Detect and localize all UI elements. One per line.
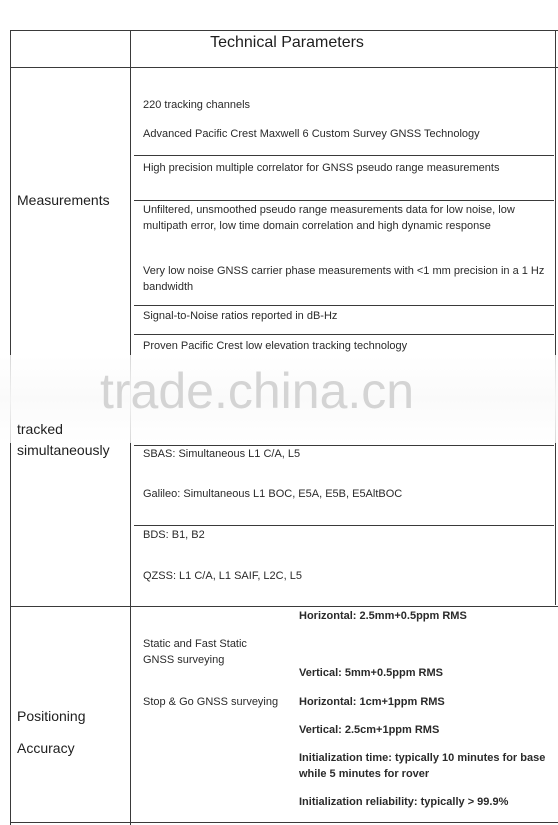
measurement-item: High precision multiple correlator for GNSS pseudo range measurements xyxy=(143,162,500,174)
measurement-item: Unfiltered, unsmoothed pseudo range measurements data for low noise, low multipath error, low time domain correlation and high dynamic response xyxy=(143,204,515,232)
tracked-label-line1: tracked xyxy=(17,421,63,437)
watermark-text: trade.china.cn xyxy=(100,363,415,419)
measurement-item: Advanced Pacific Crest Maxwell 6 Custom Survey GNSS Technology xyxy=(143,128,480,140)
stopgo-vertical-accuracy: Vertical: 2.5cm+1ppm RMS xyxy=(299,724,440,736)
row-divider xyxy=(134,525,554,526)
measurement-item: Proven Pacific Crest low elevation tracking technology xyxy=(143,340,408,352)
header-bottom-border xyxy=(10,67,558,68)
tracked-item: QZSS: L1 C/A, L1 SAIF, L2C, L5 xyxy=(143,570,302,582)
section-divider xyxy=(10,606,558,607)
static-vertical-accuracy: Vertical: 5mm+0.5ppm RMS xyxy=(299,667,443,679)
table-top-border xyxy=(10,30,558,31)
row-divider xyxy=(134,200,554,201)
table-bottom-border xyxy=(10,822,558,823)
measurements-label: Measurements xyxy=(17,192,110,208)
row-divider xyxy=(134,305,554,306)
row-divider xyxy=(134,334,554,335)
tracked-item: SBAS: Simultaneous L1 C/A, L5 xyxy=(143,448,301,460)
table-title: Technical Parameters xyxy=(210,34,364,51)
tracked-item: BDS: B1, B2 xyxy=(143,529,205,541)
measurement-item: Signal-to-Noise ratios reported in dB-Hz xyxy=(143,310,338,322)
tracked-item: Galileo: Simultaneous L1 BOC, E5A, E5B, E5AltBOC xyxy=(143,488,403,500)
static-survey-label: Static and Fast Static GNSS surveying xyxy=(143,638,247,666)
table-right-border xyxy=(555,30,556,605)
tracked-label-line2: simultaneously xyxy=(17,442,110,458)
measurement-item: 220 tracking channels xyxy=(143,99,251,111)
positioning-label-line2: Accuracy xyxy=(17,740,75,756)
row-divider xyxy=(134,155,554,156)
initialization-time: Initialization time: typically 10 minutes for base while 5 minutes for rover xyxy=(299,752,546,780)
stopgo-survey-label: Stop & Go GNSS surveying xyxy=(143,696,279,708)
measurement-item: Very low noise GNSS carrier phase measurements with <1 mm precision in a 1 Hz bandwidth xyxy=(143,265,545,293)
stopgo-horizontal-accuracy: Horizontal: 1cm+1ppm RMS xyxy=(299,696,445,708)
positioning-label-line1: Positioning xyxy=(17,708,86,724)
static-horizontal-accuracy: Horizontal: 2.5mm+0.5ppm RMS xyxy=(299,610,467,622)
initialization-reliability: Initialization reliability: typically > 99.9% xyxy=(299,796,509,808)
